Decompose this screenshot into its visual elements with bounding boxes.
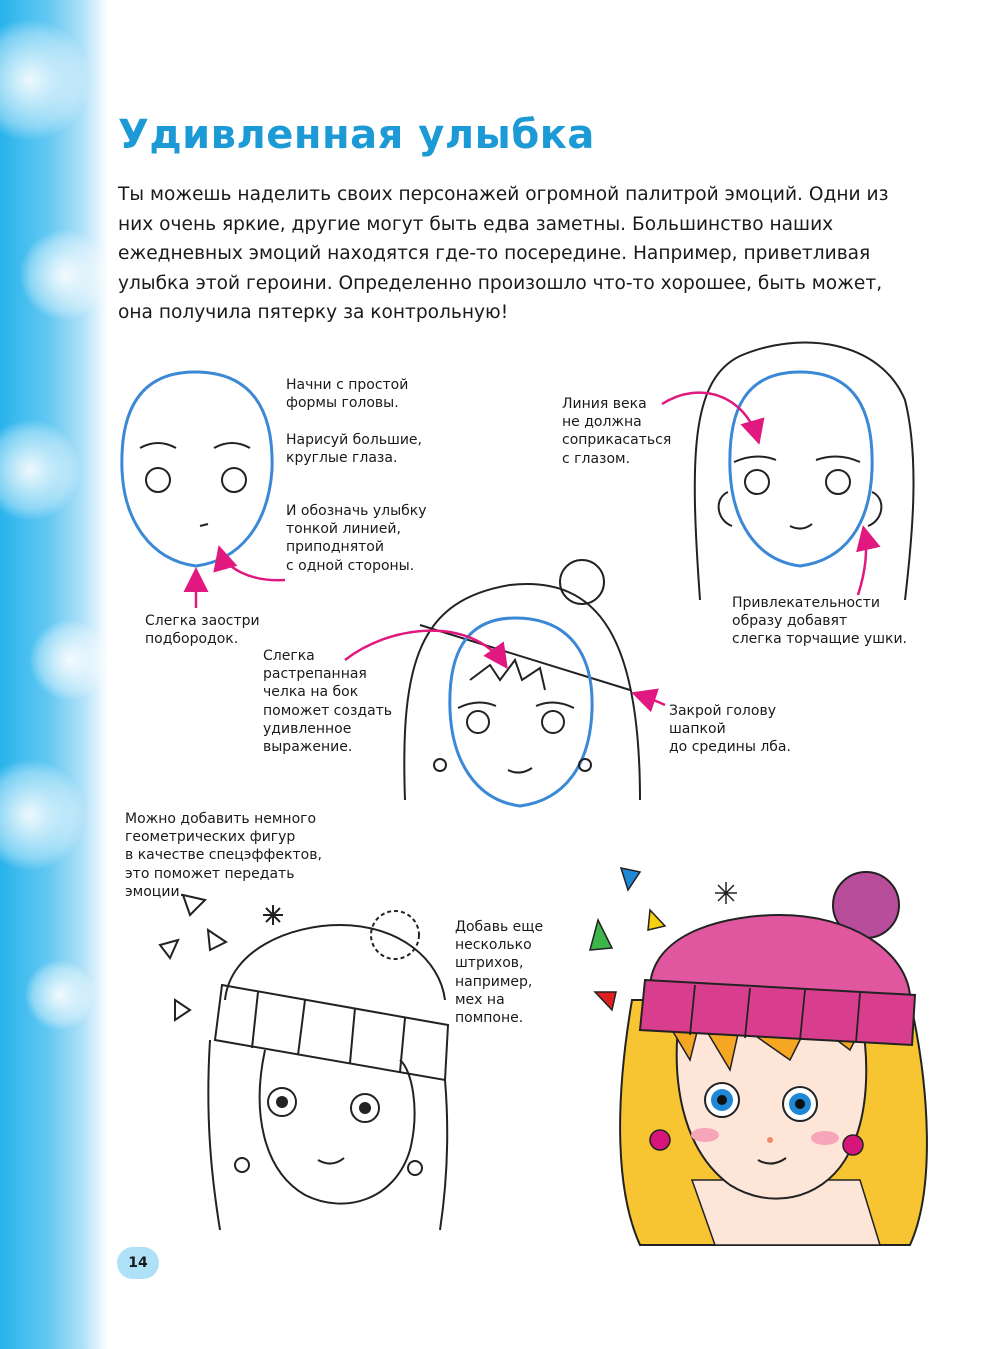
note-shapes: Можно добавить немного геометрических фигур в качестве спецэффектов, это поможет передать эмоции. <box>125 811 322 900</box>
face-sketch-hat <box>208 911 448 1230</box>
face-colored-final <box>620 872 927 1245</box>
note-strokes: Добавь еще несколько штрихов, например, мех на помпоне. <box>455 919 544 1027</box>
note-smile-line: И обозначь улыбку тонкой линией, приподнятой с одной стороны. <box>286 503 427 574</box>
arrow-to-ear <box>858 530 866 595</box>
outline-triangles <box>160 895 283 1020</box>
note-ears: Привлекательности образу добавят слегка торчащие ушки. <box>732 595 908 648</box>
face-sketch-basic <box>122 372 272 566</box>
intro-paragraph: Ты можешь наделить своих персонажей огромной палитрой эмоций. Одни из них очень яркие, другие могут быть едва заметны. Большинство наших ежедневных эмоций находятся где-то посередине. Например, приветливая улыбка этой героини. Определенно произошло что-то хорошее, быть может, она получила пятерку за контрольную! <box>118 184 889 323</box>
note-hat-line: Закрой голову шапкой до средины лба. <box>669 703 791 756</box>
note-big-eyes: Нарисуй большие, круглые глаза. <box>286 432 422 467</box>
page-title: Удивленная улыбка <box>118 112 595 158</box>
arrow-to-hat-line <box>636 694 665 705</box>
face-sketch-hair <box>695 343 914 600</box>
note-bangs: Слегка растрепанная челка на бок поможет создать удивленное выражение. <box>263 648 393 756</box>
note-chin: Слегка заостри подбородок. <box>145 613 260 648</box>
page-number: 14 <box>117 1247 159 1279</box>
note-head-shape: Начни с простой формы головы. <box>286 377 409 412</box>
face-sketch-bangs <box>404 560 640 806</box>
note-eyelid: Линия века не должна соприкасаться с глазом. <box>562 396 672 467</box>
